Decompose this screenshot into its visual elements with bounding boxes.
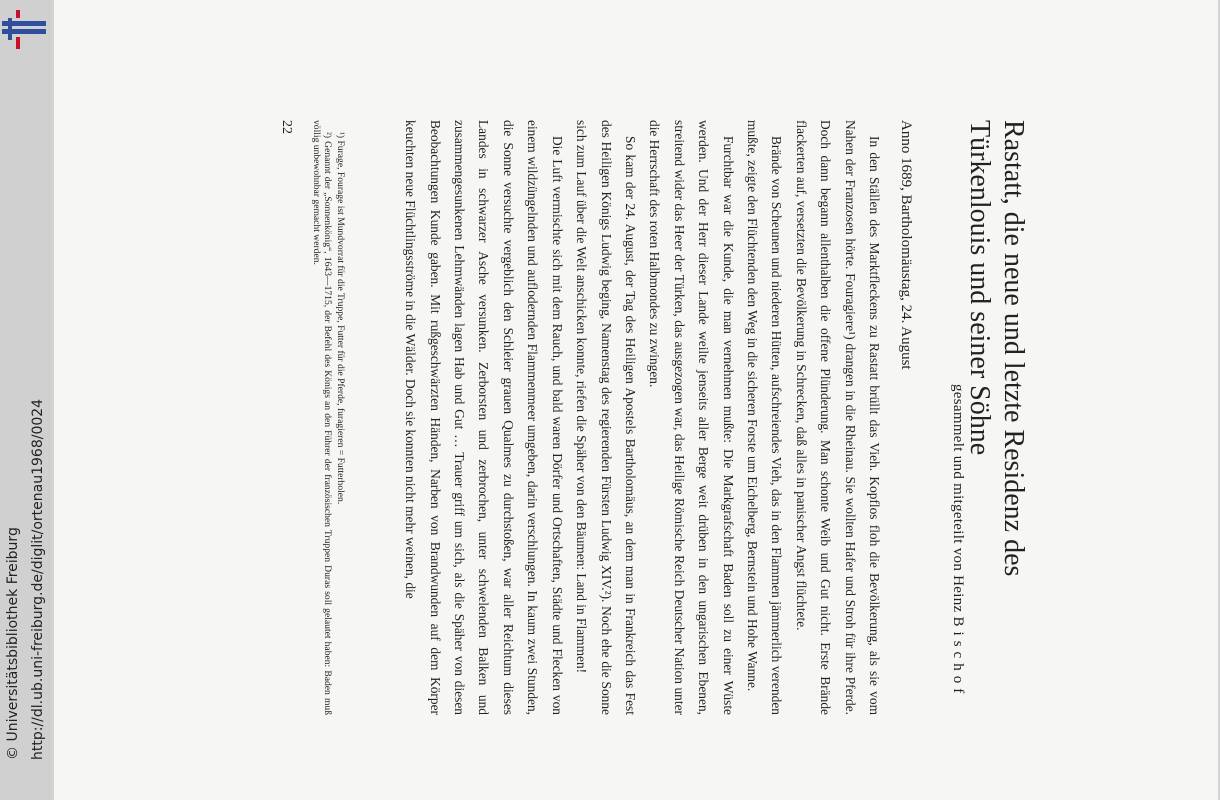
title-line-2: Türkenlouis und seiner Söhne	[964, 120, 995, 456]
paragraph: Furchtbar war die Kunde, die man vernehmen mußte: Die Markgrafschaft Baden soll zu einer Wüste werden. Und der Herr dieser Lande weilte jenseits aller Berge weit drüben in den ungarischen Ebenen, streitend wider das Heer der Türken, das ausgezogen war, das Heilige Römische Reich Deutscher Nation unter die Herrschaft des roten Halbmondes zu zwingen.	[647, 120, 736, 715]
paragraph: So kam der 24. August, der Tag des Heiligen Apostels Bartholomäus, an dem man in Frankreich das Fest des Heiligen Königs Ludwig beging, Namenstag des regierenden Fürsten Ludwig XIV.²). Noch ehe die Sonne sich zum Lauf über die Welt anschicken konnte, riefen die Späher von den Bäumen: Land in Flammen!	[574, 120, 638, 715]
paragraph: Brände von Scheunen und niederen Hütten, aufschreiendes Vieh, das in den Flammen jämmerlich verenden mußte, zeigte den Flüchtenden den Weg in die sicheren Forste um Eichelberg, Bernstein und Hohe Wanne.	[744, 120, 785, 715]
title-line-1: Rastatt, die neue und letzte Residenz des	[998, 120, 1029, 577]
footnotes	[309, 120, 346, 715]
source-url[interactable]: http://dl.ub.uni-freiburg.de/diglit/ortenau1968/0024	[30, 398, 46, 760]
copyright-notice: © Universitätsbibliothek Freiburg	[5, 527, 21, 760]
footnote: ¹) Furage, Fourage ist Mundvorrat für die Truppe, Futter für die Pferde, furagieren = Futterholen.	[335, 132, 346, 505]
byline	[949, 384, 966, 698]
paragraph: In den Ställen des Marktfleckens zu Rastatt brüllt das Vieh. Kopflos floh die Bevölkerung, als sie vom Nahen der Franzosen hörte. Fouragiere¹) drangen in die Rheinau. Sie wollten Hafer und Stroh für ihre Pferde. Doch dann begann allenthalben die offene Plünderung. Man schonte Weib und Gut nicht. Erste Brände flackerten auf, versetzten die Bevölkerung in Schrecken, daß alles in panischer Angst flüchtete.	[793, 120, 882, 715]
author-name: Bischof	[950, 616, 966, 699]
date-heading: Anno 1689, Bartholomäustag, 24. August	[898, 120, 914, 370]
byline-prefix: gesammelt und mitgeteilt von Heinz	[950, 384, 966, 613]
body-text	[398, 120, 886, 715]
scanned-page	[54, 0, 1218, 800]
article-title	[962, 120, 1030, 576]
page-number: 22	[279, 120, 294, 134]
paragraph: Die Luft vermischte sich mit dem Rauch, und bald waren Dörfer und Ortschaften, Städte und Flecken von einem wildzüngelnden und auflodernden Flammenmeer umgeben, darin verschlungen. In kaum zwei Stunden, die Sonne versuchte vergeblich den Schleier grauen Qualmes zu durchstoßen, war aller Reichtum dieses Landes in schwarzer Asche versunken. Zerborsten und zerbrochen, unter schwelenden Balken und zusammengesunkenen Lehmwänden lagen Hab und Gut … Trauer griff um sich, als die Späher von diesen Beobachtungen Kunde gaben. Mit rußgeschwärzten Händen, Narben von Brandwunden auf dem Körper keuchten neue Flüchtlingsströme in die Wälder. Doch sie konnten nicht mehr weinen, die	[403, 120, 565, 715]
page-content	[154, 120, 1034, 730]
footnote: ²) Genannt der „Sonnenkönig“, 1643—1715, der Befehl des Königs an den Führer der französischen Truppen Duras soll gelautet haben: Baden muß völlig unbewohnbar gemacht werden.	[311, 120, 333, 715]
